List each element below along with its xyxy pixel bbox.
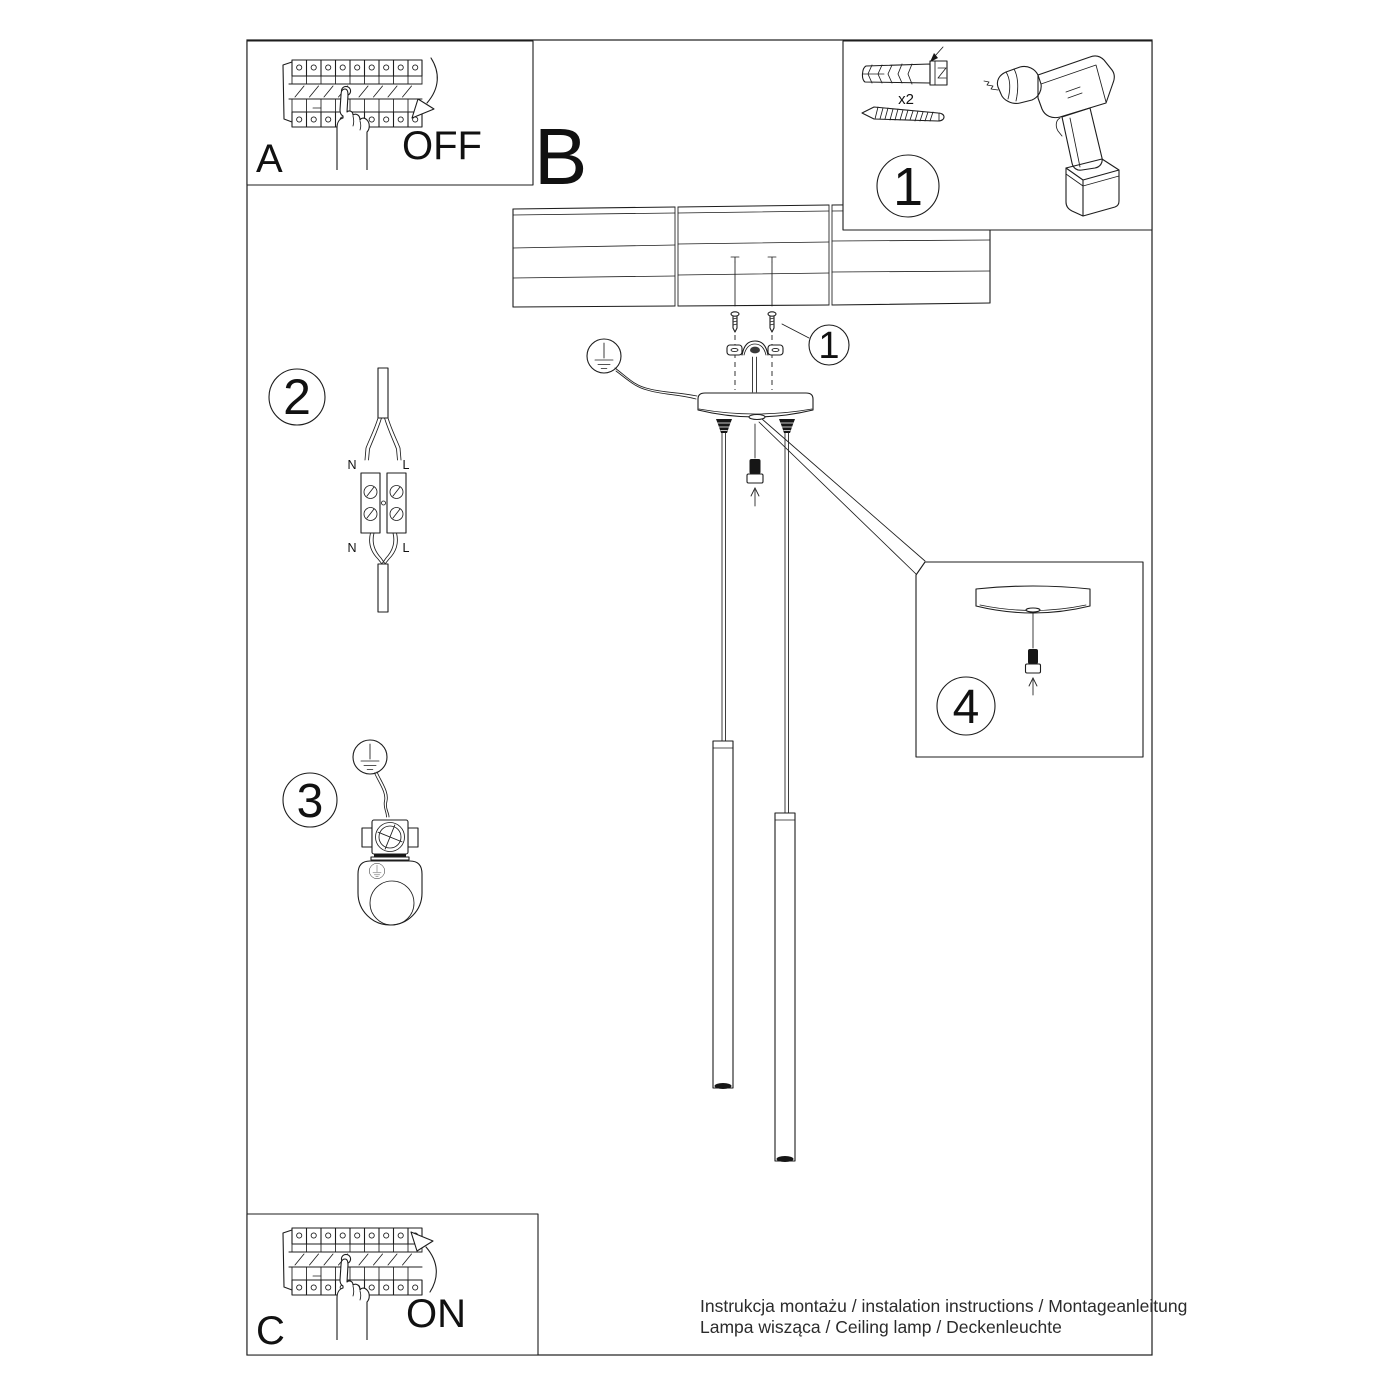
- step-ground: [283, 740, 422, 925]
- terminal-label-n-in: N: [347, 458, 357, 472]
- footer-line-1: Instrukcja montażu / instalation instructions / Montageanleitung: [700, 1296, 1188, 1316]
- panel-tools: [843, 41, 1152, 230]
- step3-number: 3: [296, 775, 324, 828]
- ground-symbol-canopy: [587, 339, 697, 399]
- panel-c-action-label: ON: [406, 1292, 466, 1336]
- panel-power-on: [247, 1214, 538, 1355]
- mains-cable-bottom: [378, 564, 388, 612]
- panel-c-letter: C: [256, 1309, 285, 1353]
- step1-number: 1: [892, 157, 924, 217]
- panel-a-letter: A: [256, 137, 283, 181]
- section-b-label: B: [534, 112, 588, 201]
- mounting-plate: [358, 861, 422, 925]
- pendant-tube-left: [713, 741, 733, 1089]
- pendant-tube-right: [775, 813, 795, 1162]
- terminal-label-l-out: L: [402, 541, 410, 555]
- earth-wire: [375, 772, 390, 817]
- step2-number: 2: [283, 369, 311, 425]
- pilot-holes: [731, 257, 776, 306]
- wire-split-top: [365, 418, 401, 460]
- wire-merge-bottom: [370, 533, 398, 564]
- terminal-label-n-out: N: [347, 541, 357, 555]
- locking-screw-detail: [1028, 649, 1038, 664]
- panel-power-off: [247, 41, 533, 185]
- step1-screw-callout: [782, 324, 849, 367]
- earth-terminal: [362, 820, 418, 860]
- step1-callout-number: 1: [818, 325, 840, 367]
- footer-line-2: Lampa wisząca / Ceiling lamp / Deckenleuchte: [700, 1317, 1062, 1337]
- mains-cable-top: [378, 368, 388, 418]
- terminal-block: [361, 473, 406, 533]
- cable-grips: [716, 419, 795, 433]
- locking-screw-under-canopy: [747, 424, 763, 506]
- panel-a-action-label: OFF: [402, 124, 482, 168]
- anchor-quantity-label: x2: [898, 91, 914, 108]
- canopy: [698, 393, 813, 420]
- panel-canopy-detail: [916, 562, 1143, 757]
- ground-symbol: [353, 740, 387, 774]
- terminal-label-l-in: L: [402, 458, 410, 472]
- canopy-detail-leader-lines: [759, 419, 925, 574]
- step4-number: 4: [952, 681, 980, 734]
- step-wiring: [269, 368, 410, 612]
